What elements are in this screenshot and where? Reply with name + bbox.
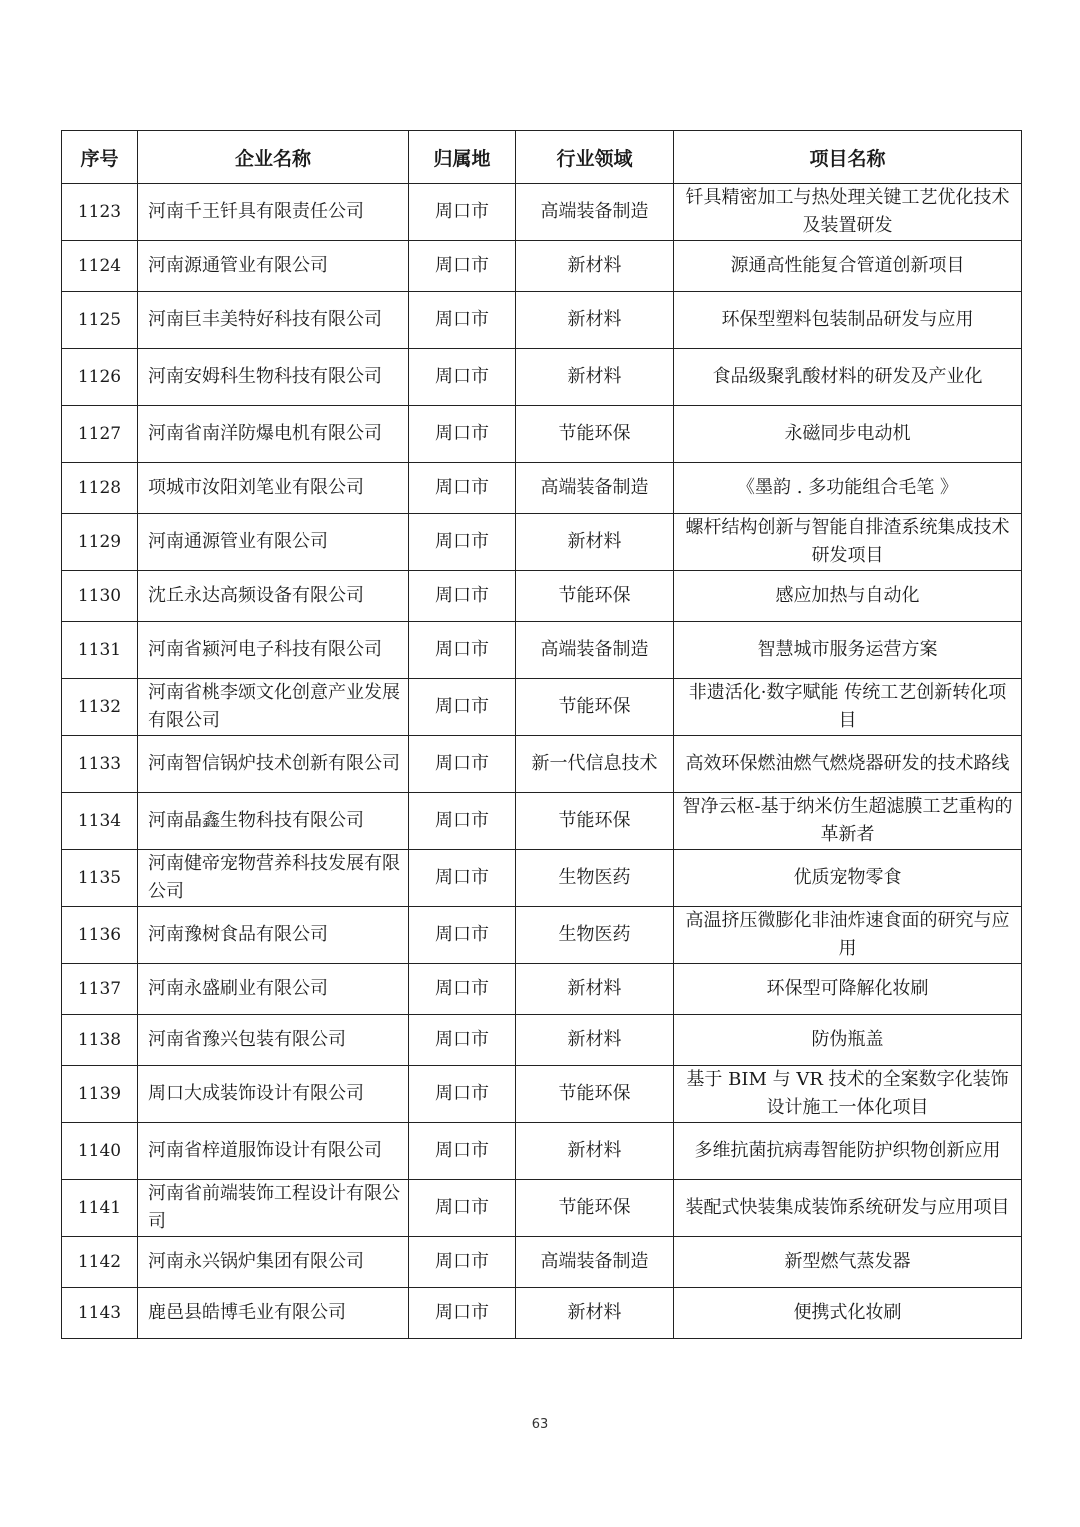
row-serial: 1142 [62,1237,138,1288]
table-row [62,406,1022,463]
table-row [62,1237,1022,1288]
row-serial: 1127 [62,406,138,463]
row-project: 非遗活化·数字赋能 传统工艺创新转化项目 [674,679,1022,736]
row-serial: 1138 [62,1015,138,1066]
row-industry: 节能环保 [516,793,674,850]
row-company: 河南源通管业有限公司 [138,241,409,292]
row-location: 周口市 [409,736,516,793]
row-project: 钎具精密加工与热处理关键工艺优化技术及装置研发 [674,184,1022,241]
row-company: 河南省前端装饰工程设计有限公司 [138,1180,409,1237]
row-industry: 节能环保 [516,1066,674,1123]
row-company: 沈丘永达高频设备有限公司 [138,571,409,622]
row-company: 河南省桃李颂文化创意产业发展有限公司 [138,679,409,736]
table-row [62,793,1022,850]
row-location: 周口市 [409,1015,516,1066]
table-row [62,1066,1022,1123]
table-row [62,571,1022,622]
row-location: 周口市 [409,850,516,907]
table-row [62,1123,1022,1180]
row-company: 河南省豫兴包装有限公司 [138,1015,409,1066]
row-location: 周口市 [409,184,516,241]
row-project: 优质宠物零食 [674,850,1022,907]
table-row [62,1180,1022,1237]
row-serial: 1139 [62,1066,138,1123]
row-project: 螺杆结构创新与智能自排渣系统集成技术研发项目 [674,514,1022,571]
row-serial: 1132 [62,679,138,736]
row-industry: 高端装备制造 [516,622,674,679]
table-row [62,907,1022,964]
row-company: 河南安姆科生物科技有限公司 [138,349,409,406]
row-company: 河南晶鑫生物科技有限公司 [138,793,409,850]
row-company: 河南省南洋防爆电机有限公司 [138,406,409,463]
row-serial: 1136 [62,907,138,964]
row-location: 周口市 [409,1123,516,1180]
row-company: 河南健帝宠物营养科技发展有限公司 [138,850,409,907]
table-row [62,736,1022,793]
row-company: 河南千王钎具有限责任公司 [138,184,409,241]
row-project: 装配式快装集成装饰系统研发与应用项目 [674,1180,1022,1237]
row-serial: 1140 [62,1123,138,1180]
row-industry: 新材料 [516,292,674,349]
row-industry: 新一代信息技术 [516,736,674,793]
row-project: 高温挤压微膨化非油炸速食面的研究与应用 [674,907,1022,964]
row-company: 河南豫树食品有限公司 [138,907,409,964]
row-serial: 1141 [62,1180,138,1237]
row-company: 河南通源管业有限公司 [138,514,409,571]
row-company: 河南智信锅炉技术创新有限公司 [138,736,409,793]
row-project: 基于 BIM 与 VR 技术的全案数字化装饰设计施工一体化项目 [674,1066,1022,1123]
row-location: 周口市 [409,514,516,571]
header-company: 企业名称 [138,131,409,184]
table-row [62,622,1022,679]
row-industry: 新材料 [516,964,674,1015]
table-row [62,463,1022,514]
row-serial: 1123 [62,184,138,241]
row-company: 河南省梓道服饰设计有限公司 [138,1123,409,1180]
table-row [62,514,1022,571]
row-location: 周口市 [409,793,516,850]
row-industry: 新材料 [516,1288,674,1339]
header-project: 项目名称 [674,131,1022,184]
header-location: 归属地 [409,131,516,184]
row-serial: 1128 [62,463,138,514]
table-row [62,1288,1022,1339]
row-project: 多维抗菌抗病毒智能防护织物创新应用 [674,1123,1022,1180]
table-body [62,184,1022,1339]
row-industry: 新材料 [516,1123,674,1180]
row-project: 《墨韵 . 多功能组合毛笔 》 [674,463,1022,514]
row-location: 周口市 [409,622,516,679]
page-number: 63 [531,1417,549,1432]
row-location: 周口市 [409,907,516,964]
row-industry: 新材料 [516,514,674,571]
row-industry: 新材料 [516,1015,674,1066]
row-project: 感应加热与自动化 [674,571,1022,622]
row-project: 智净云枢-基于纳米仿生超滤膜工艺重构的革新者 [674,793,1022,850]
row-project: 便携式化妆刷 [674,1288,1022,1339]
row-project: 环保型可降解化妆刷 [674,964,1022,1015]
row-location: 周口市 [409,1288,516,1339]
row-industry: 生物医药 [516,907,674,964]
row-project: 永磁同步电动机 [674,406,1022,463]
row-location: 周口市 [409,349,516,406]
row-location: 周口市 [409,964,516,1015]
table-row [62,292,1022,349]
header-serial: 序号 [62,131,138,184]
row-serial: 1135 [62,850,138,907]
row-company: 鹿邑县皓博毛业有限公司 [138,1288,409,1339]
row-location: 周口市 [409,1237,516,1288]
row-location: 周口市 [409,406,516,463]
table-header-row [62,131,1022,184]
row-industry: 新材料 [516,349,674,406]
row-company: 项城市汝阳刘笔业有限公司 [138,463,409,514]
row-serial: 1126 [62,349,138,406]
row-location: 周口市 [409,463,516,514]
table-row [62,349,1022,406]
row-project: 智慧城市服务运营方案 [674,622,1022,679]
row-project: 新型燃气蒸发器 [674,1237,1022,1288]
row-location: 周口市 [409,1180,516,1237]
row-industry: 生物医药 [516,850,674,907]
row-company: 河南省颍河电子科技有限公司 [138,622,409,679]
row-serial: 1130 [62,571,138,622]
row-location: 周口市 [409,292,516,349]
row-project: 高效环保燃油燃气燃烧器研发的技术路线 [674,736,1022,793]
row-serial: 1137 [62,964,138,1015]
row-location: 周口市 [409,571,516,622]
table-row [62,964,1022,1015]
row-industry: 节能环保 [516,1180,674,1237]
row-project: 防伪瓶盖 [674,1015,1022,1066]
row-location: 周口市 [409,241,516,292]
header-industry: 行业领域 [516,131,674,184]
project-table-container [61,130,1021,1339]
row-company: 河南永兴锅炉集团有限公司 [138,1237,409,1288]
row-industry: 高端装备制造 [516,463,674,514]
row-serial: 1124 [62,241,138,292]
row-location: 周口市 [409,1066,516,1123]
table-row [62,1015,1022,1066]
row-industry: 新材料 [516,241,674,292]
row-project: 源通高性能复合管道创新项目 [674,241,1022,292]
row-industry: 节能环保 [516,679,674,736]
table-row [62,241,1022,292]
row-industry: 高端装备制造 [516,1237,674,1288]
row-serial: 1125 [62,292,138,349]
row-company: 河南永盛刷业有限公司 [138,964,409,1015]
row-serial: 1143 [62,1288,138,1339]
table-row [62,850,1022,907]
row-industry: 节能环保 [516,571,674,622]
row-serial: 1129 [62,514,138,571]
table-row [62,679,1022,736]
row-industry: 节能环保 [516,406,674,463]
row-serial: 1133 [62,736,138,793]
table-row [62,184,1022,241]
row-serial: 1134 [62,793,138,850]
row-project: 食品级聚乳酸材料的研发及产业化 [674,349,1022,406]
row-project: 环保型塑料包装制品研发与应用 [674,292,1022,349]
row-location: 周口市 [409,679,516,736]
row-company: 周口大成装饰设计有限公司 [138,1066,409,1123]
row-industry: 高端装备制造 [516,184,674,241]
row-company: 河南巨丰美特好科技有限公司 [138,292,409,349]
row-serial: 1131 [62,622,138,679]
project-table [61,130,1022,1339]
